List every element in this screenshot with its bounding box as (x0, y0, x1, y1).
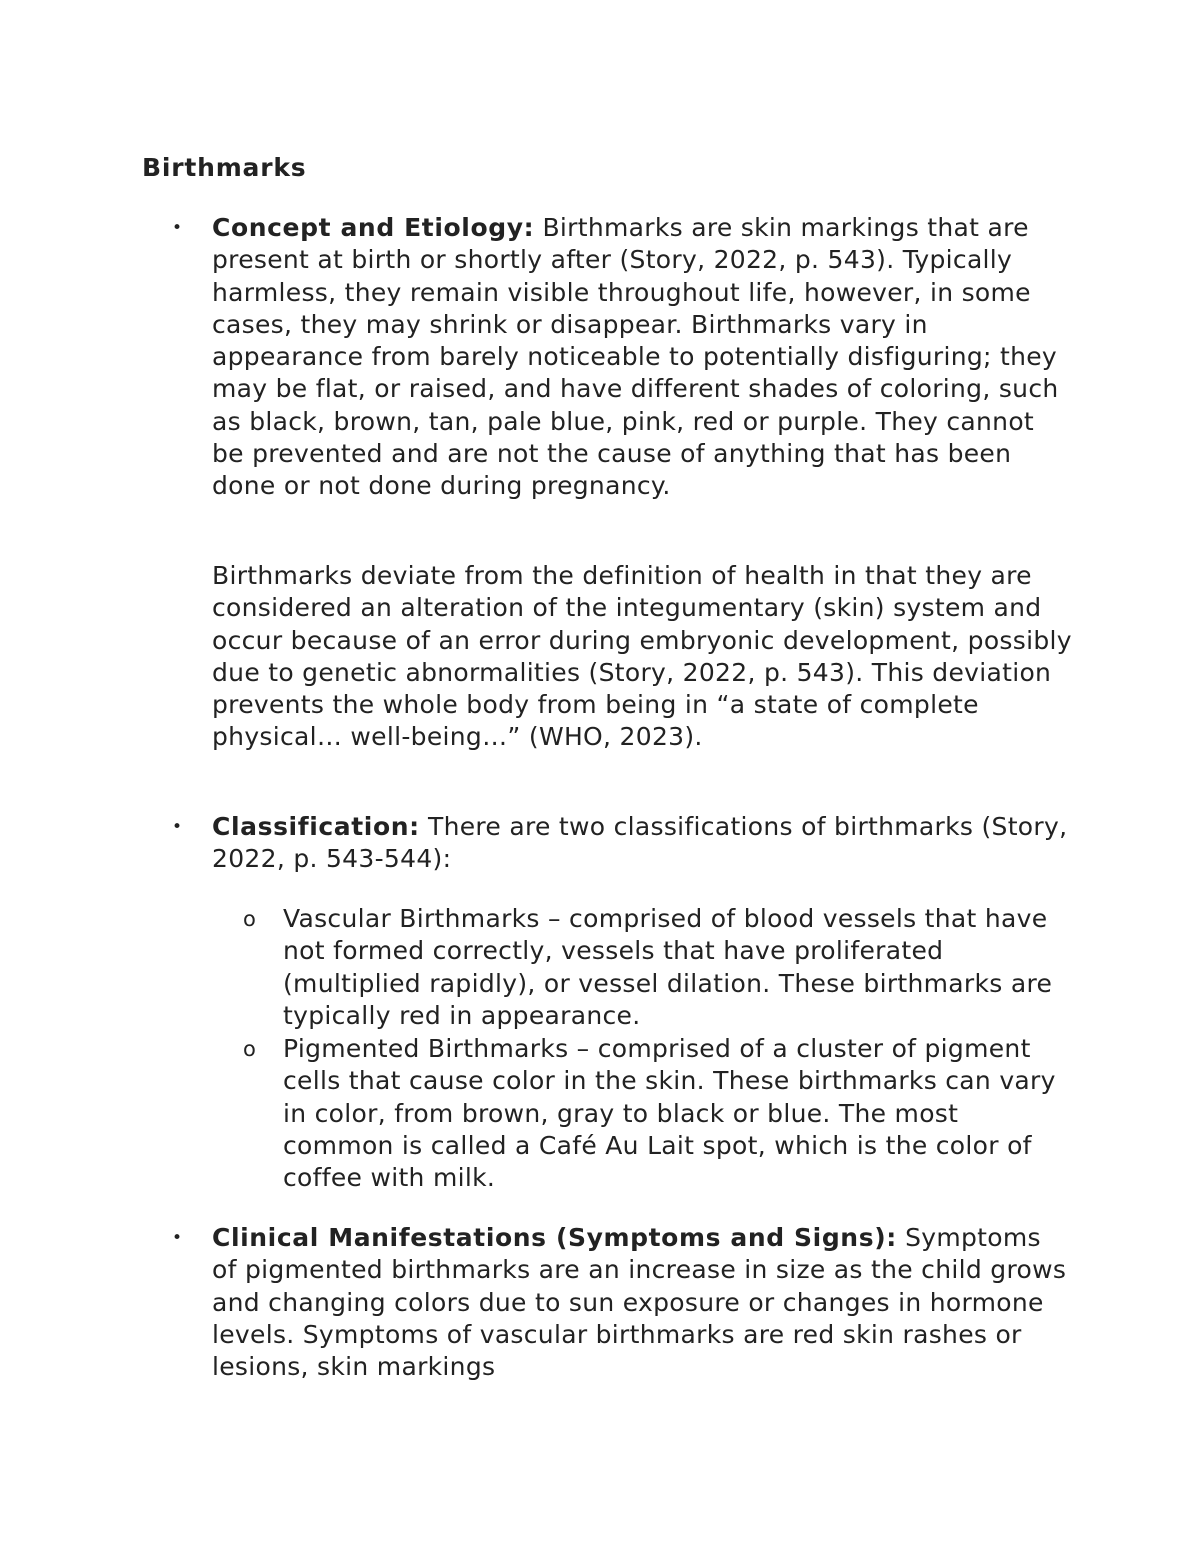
sub-bullet-icon: o (243, 907, 256, 931)
section-text: There are two classifications of birthmarks (Story, 2022, p. 543-544): (212, 812, 1068, 874)
section-concept-continuation: Birthmarks deviate from the definition of health in that they are considered an alteration of the integumentary (skin) system and occur because of an error during embryonic development, possibly due to genetic abnormalities (Story, 2022, p. 543). This deviation prevents the whole body from being in “a state of complete physical… well-being…” (WHO, 2023). (212, 561, 1072, 752)
section-clinical-manifestations (212, 1222, 1072, 1383)
bullet-icon: • (172, 218, 183, 238)
section-concept-etiology (212, 212, 1072, 503)
bullet-icon: • (172, 1228, 183, 1248)
bullet-icon: • (172, 817, 183, 837)
sub-bullet-icon: o (243, 1037, 256, 1061)
section-text: Symptoms of pigmented birthmarks are an increase in size as the child grows and changing colors due to sun exposure or changes in hormone levels. Symptoms of vascular birthmarks are red skin rashes or lesions, skin markings (212, 1223, 1067, 1382)
section-heading: Clinical Manifestations (Symptoms and Signs): (212, 1223, 897, 1252)
classification-vascular: Vascular Birthmarks – comprised of blood vessels that have not formed correctly, vessels that have proliferated (multiplied rapidly), or vessel dilation. These birthmarks are typically red in appearance. (283, 904, 1053, 1030)
document-title: Birthmarks (142, 153, 307, 182)
section-heading: Classification: (212, 812, 420, 841)
section-classification (212, 811, 1072, 876)
section-heading: Concept and Etiology: (212, 213, 535, 242)
section-text: Birthmarks are skin markings that are present at birth or shortly after (Story, 2022, p. 543). Typically harmless, they remain visible throughout life, however, in some cases, they may shrink or disappear. Birthmarks vary in appearance from barely noticeable to potentially disfiguring; they may be flat, or raised, and have different shades of coloring, such as black, brown, tan, pale blue, pink, red or purple. They cannot be prevented and are not the cause of anything that has been done or not done during pregnancy. (212, 213, 1059, 501)
classification-pigmented: Pigmented Birthmarks – comprised of a cluster of pigment cells that cause color in the skin. These birthmarks can vary in color, from brown, gray to black or blue. The most common is called a Café Au Lait spot, which is the color of coffee with milk. (283, 1034, 1056, 1193)
